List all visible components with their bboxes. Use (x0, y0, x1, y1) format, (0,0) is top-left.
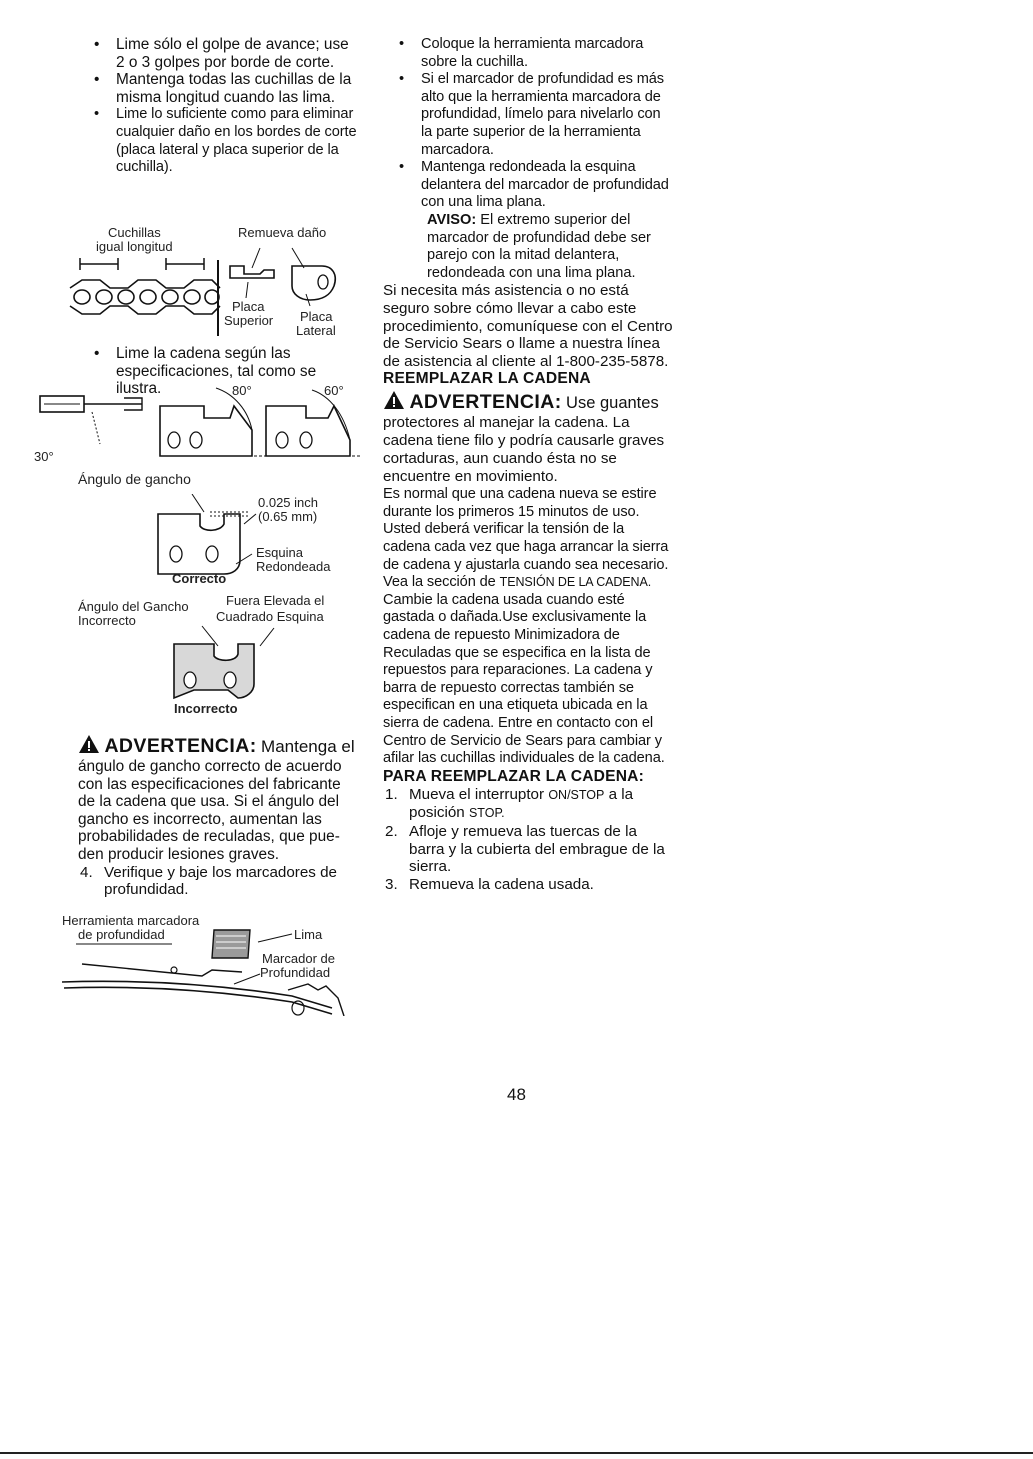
bullet-item: • Coloque la herramienta marcadora sobre la cuchilla. (383, 36, 673, 71)
angles-figure (34, 384, 360, 490)
cutters-figure (60, 226, 360, 344)
warning-first: Use guantes (566, 394, 659, 413)
label-cuadrado-esquina: Cuadrado Esquina (216, 609, 324, 624)
label-angulo-gancho: Ángulo de gancho (78, 471, 191, 487)
right-warning (383, 390, 673, 486)
bullet-item: • Mantenga todas las cuchillas de la misma longitud cuando las lima. (78, 71, 360, 106)
depth-bullets (383, 36, 673, 212)
warning-title: ADVERTENCIA: (104, 735, 257, 757)
warning-text: protectores al manejar la cadena. La cadena tiene filo y podría causarle graves cortaduras, aun cuando ésta no se encuentre en movimiento. (383, 414, 665, 486)
label-redondeada: Redondeada (256, 559, 331, 574)
aviso-text: El extremo superior del marcador de profundidad debe ser parejo con la mitad delantera, redondeada con una lima plana. (427, 211, 651, 281)
label-lima: Lima (294, 927, 323, 942)
aviso-note (383, 212, 673, 282)
step-number: 4. (80, 863, 93, 881)
step-text: a la posición (409, 785, 634, 822)
step-number: 1. (385, 785, 398, 803)
step-text: Afloje y remueva las tuercas de la barra y la cubierta del embrague de la sierra. (409, 822, 665, 876)
warning-line: den producir lesiones graves. (78, 845, 280, 863)
step-number: 3. (385, 875, 398, 893)
label-cuchillas: Cuchillas (108, 225, 161, 240)
warning-title: ADVERTENCIA: (409, 391, 562, 414)
label-correcto: Correcto (172, 571, 227, 586)
depth-gauge-icon (62, 912, 360, 1016)
step-4 (78, 864, 368, 899)
warning-icon (383, 390, 405, 410)
aviso-label: AVISO: (427, 211, 477, 228)
step-text: Mueva el interruptor (409, 785, 545, 803)
warning-line: ángulo de gancho correcto de acuerdo (78, 758, 342, 775)
assistance-paragraph: Si necesita más asistencia o no está seguro sobre cómo llevar a cabo este procedimiento, comuníquese con el Centro de Servicio Sears o llame a nuestra línea de asistencia al cliente al 1-800-235-5878. (383, 282, 673, 370)
step-text: Verifique y baje los marcadores de profundidad. (104, 863, 338, 899)
step-item (383, 823, 673, 876)
warning-first: Mantenga el (261, 737, 355, 756)
label-herramienta: Herramienta marcadora (62, 913, 200, 928)
label-80-deg: 80° (232, 383, 252, 398)
step-text: Remueva la cadena usada. (409, 875, 594, 893)
correct-figure (140, 494, 360, 594)
label-incorrecto: Incorrecto (174, 701, 238, 716)
section-heading: REEMPLAZAR LA CADENA (383, 370, 591, 388)
label-inch: 0.025 inch (258, 495, 318, 510)
tension-ref: TENSIÓN DE LA CADENA. (499, 575, 652, 590)
warning-line: gancho es incorrecto, aumentan las (78, 810, 322, 828)
normal-paragraph (383, 486, 673, 592)
label-fuera-elevada: Fuera Elevada el (226, 593, 325, 608)
replace-steps (383, 786, 673, 894)
label-esquina: Esquina (256, 545, 303, 560)
bullet-item: • Si el marcador de profundidad es más alto que la herramienta marcadora de profundidad, límelo para nivelarlo con la parte superior de la herramienta marcadora. (383, 71, 673, 159)
label-placa: Placa (232, 299, 265, 314)
bullet-item: • Lime la cadena según las especificaciones, tal como se ilustra. (78, 345, 360, 398)
bottom-rule (0, 1452, 1033, 1454)
filing-bullets (78, 36, 360, 177)
bullet-item: • Lime sólo el golpe de avance; use 2 o 3 golpes por borde de corte. (78, 36, 360, 71)
label-marcador-de: Marcador de (262, 951, 335, 966)
right-column (383, 36, 673, 893)
label-superior: Superior (224, 313, 274, 328)
label-de-profundidad: de profundidad (78, 927, 165, 942)
stop-label: STOP. (468, 806, 505, 821)
bullet-item: • Lime lo suficiente como para eliminar cualquier daño en los bordes de corte (placa lateral y placa superior de la cuchilla). (78, 106, 360, 176)
label-angulo-del-gancho: Ángulo del Gancho (78, 599, 189, 614)
incorrect-figure (78, 594, 360, 722)
warning-icon (78, 734, 100, 754)
depth-gauge-figure (62, 912, 360, 1016)
label-mm: (0.65 mm) (258, 509, 318, 524)
label-igual-longitud: igual longitud (96, 239, 173, 254)
step-item (383, 876, 673, 894)
label-placa-lateral-1: Placa (300, 309, 333, 324)
warning-line: probabilidades de reculadas, que pue- (78, 828, 340, 846)
step-item (383, 786, 673, 823)
left-column (78, 36, 360, 177)
label-60-deg: 60° (324, 383, 344, 398)
bullet-item: • Mantenga redondeada la esquina delantera del marcador de profundidad con una lima plana. (383, 159, 673, 212)
page-number: 48 (507, 1085, 526, 1104)
warning-line: de la cadena que usa. Si el ángulo del (78, 793, 339, 811)
section-heading: PARA REEMPLAZAR LA CADENA: (383, 767, 645, 785)
replace-paragraph: Cambie la cadena usada cuando esté gastada o dañada.Use exclusivamente la cadena de repuesto Minimizadora de Reculadas que se especifica en la lista de repuestos para reparaciones. La cadena y barra de repuesto correctas también se especifican en una etiqueta ubicada en la sierra de cadena. Entre en contacto con el Centro de Servicio de Sears para cambiar y afilar las cuchillas individuales de la cadena. (383, 591, 665, 767)
label-profundidad: Profundidad (260, 965, 331, 980)
warning-line: con las especificaciones del fabricante (78, 775, 341, 793)
normal-text: Es normal que una cadena nueva se estire durante los primeros 15 minutos de uso. Usted deberá verificar la tensión de la cadena cada vez que haga arrancar la sierra de cadena y ajustarla cuando sea necesario. Vea la sección de (383, 486, 669, 591)
label-remueva-dano: Remueva daño (238, 225, 327, 240)
label-30-deg: 30° (34, 449, 54, 464)
left-warning (78, 734, 368, 899)
label-incorrecto-small: Incorrecto (78, 613, 136, 628)
step-number: 2. (385, 822, 398, 840)
label-placa-lateral-2: Lateral (296, 323, 336, 338)
switch-label: ON/STOP (548, 787, 605, 802)
